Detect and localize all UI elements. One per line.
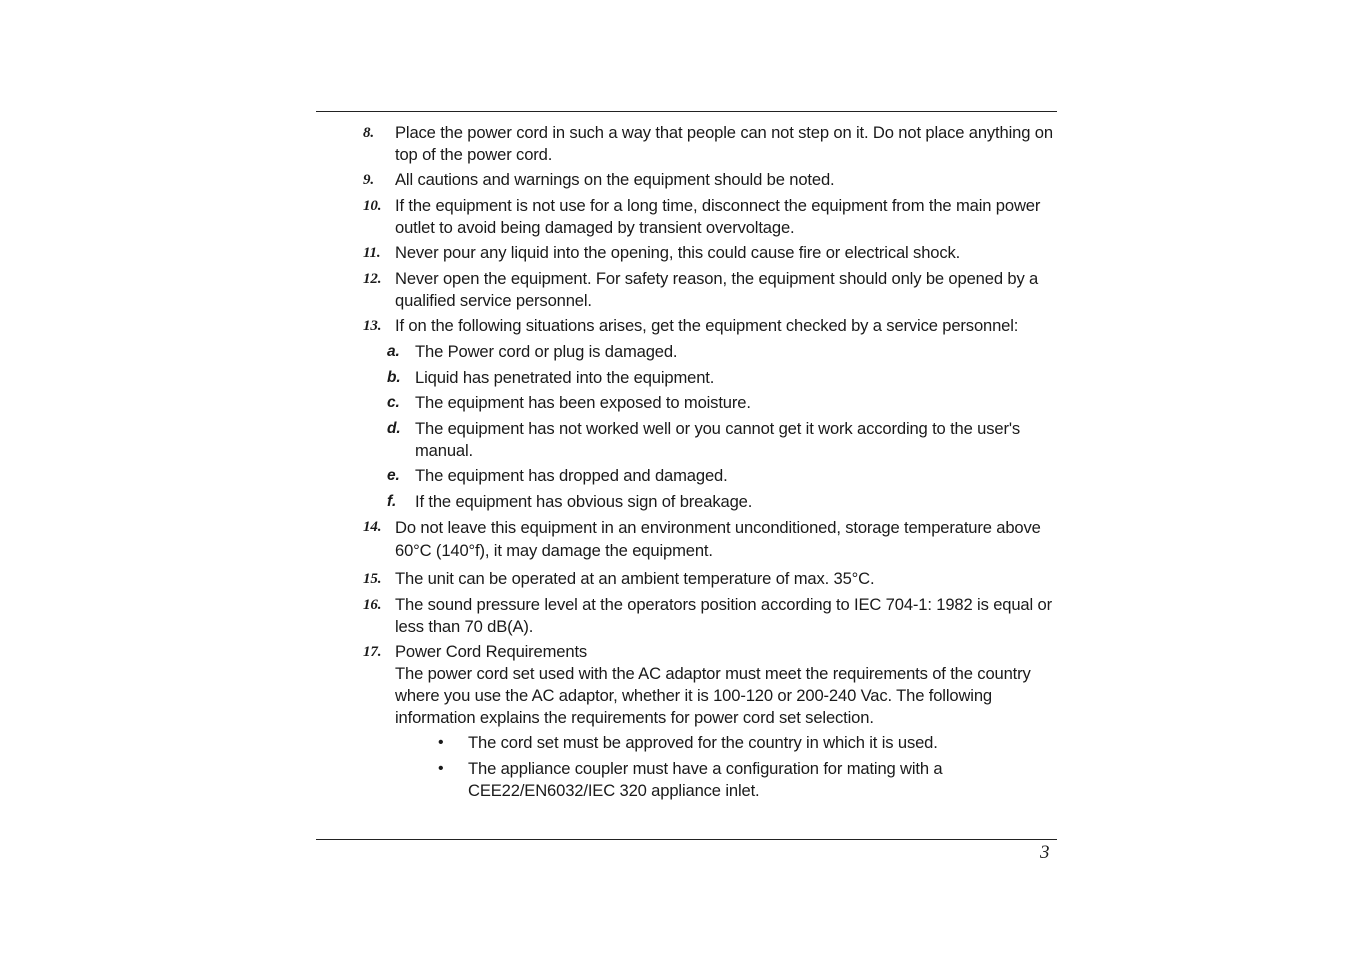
sub-item-text: The Power cord or plug is damaged.: [415, 341, 678, 361]
item-number: 12.: [363, 270, 382, 287]
sub-item-letter: f.: [387, 492, 397, 510]
sub-item-text: If the equipment has obvious sign of breakage.: [415, 491, 753, 511]
item-number: 9.: [363, 172, 374, 189]
header-rule: [316, 111, 1057, 112]
item-text: The power cord set used with the AC adaptor must meet the requirements of the country where you use the AC adaptor, whether it is 100-120 or 200-240 Vac. The following information explains the requirements for power cord set selection.: [395, 664, 1031, 727]
item-number: 15.: [363, 571, 382, 588]
list-item: [316, 195, 1057, 239]
list-item: [316, 516, 1057, 562]
list-item: [316, 594, 1057, 638]
sub-item-letter: e.: [387, 467, 400, 485]
item-text: All cautions and warnings on the equipment should be noted.: [395, 170, 835, 190]
item-number: 17.: [363, 644, 382, 661]
item-number: 14.: [363, 519, 382, 536]
sub-item-text: The equipment has not worked well or you cannot get it work according to the user's manual.: [415, 418, 1021, 460]
item-text: The unit can be operated at an ambient temperature of max. 35°C.: [395, 569, 875, 589]
list-item: [316, 122, 1057, 166]
sub-list-item: [316, 392, 1057, 414]
sub-item-text: The equipment has dropped and damaged.: [415, 466, 728, 486]
sub-item-text: The equipment has been exposed to moisture.: [415, 393, 751, 413]
footer-rule: [316, 839, 1057, 840]
sub-list-item: [316, 465, 1057, 487]
bullet-item: [316, 758, 1057, 802]
safety-instructions: [316, 122, 1057, 805]
sub-item-letter: b.: [387, 368, 401, 386]
list-item: [316, 568, 1057, 590]
item-text: If on the following situations arises, get the equipment checked by a service personnel:: [395, 316, 1019, 336]
sub-list-item: [316, 491, 1057, 513]
bullet-text: The cord set must be approved for the country in which it is used.: [468, 733, 938, 753]
item-text: If the equipment is not use for a long time, disconnect the equipment from the main power outlet to avoid being damaged by transient overvoltage.: [395, 195, 1041, 237]
list-item: [316, 315, 1057, 337]
sub-item-letter: c.: [387, 394, 400, 412]
sub-list-item: [316, 367, 1057, 389]
item-text: The sound pressure level at the operators position according to IEC 704-1: 1982 is equal or less than 70 dB(A).: [395, 594, 1052, 636]
item-text: Do not leave this equipment in an environment unconditioned, storage temperature above 60°C (140°f), it may damage the equipment.: [395, 518, 1041, 561]
sub-item-text: Liquid has penetrated into the equipment.: [415, 367, 715, 387]
list-item: [316, 641, 1057, 728]
item-text: Never open the equipment. For safety reason, the equipment should only be opened by a qualified service personnel.: [395, 268, 1039, 310]
bullet-icon: •: [438, 734, 444, 752]
sub-list-item: [316, 341, 1057, 363]
item-title: Power Cord Requirements: [395, 642, 588, 662]
item-number: 10.: [363, 197, 382, 214]
sub-item-letter: a.: [387, 342, 400, 360]
item-number: 13.: [363, 318, 382, 335]
item-number: 16.: [363, 596, 382, 613]
item-number: 8.: [363, 125, 374, 141]
page-number: 3: [1040, 842, 1050, 863]
list-item: [316, 242, 1057, 264]
list-item: [316, 268, 1057, 312]
list-item: [316, 169, 1057, 191]
sub-item-letter: d.: [387, 419, 401, 437]
item-text: Place the power cord in such a way that people can not step on it. Do not place anything on top of the power cord.: [395, 123, 1053, 164]
bullet-icon: •: [438, 759, 444, 777]
bullet-text: The appliance coupler must have a configuration for mating with a CEE22/EN6032/IEC 320 appliance inlet.: [468, 758, 943, 800]
bullet-item: [316, 732, 1057, 754]
sub-list-item: [316, 418, 1057, 462]
item-text: Never pour any liquid into the opening, this could cause fire or electrical shock.: [395, 243, 961, 263]
item-number: 11.: [363, 245, 381, 262]
